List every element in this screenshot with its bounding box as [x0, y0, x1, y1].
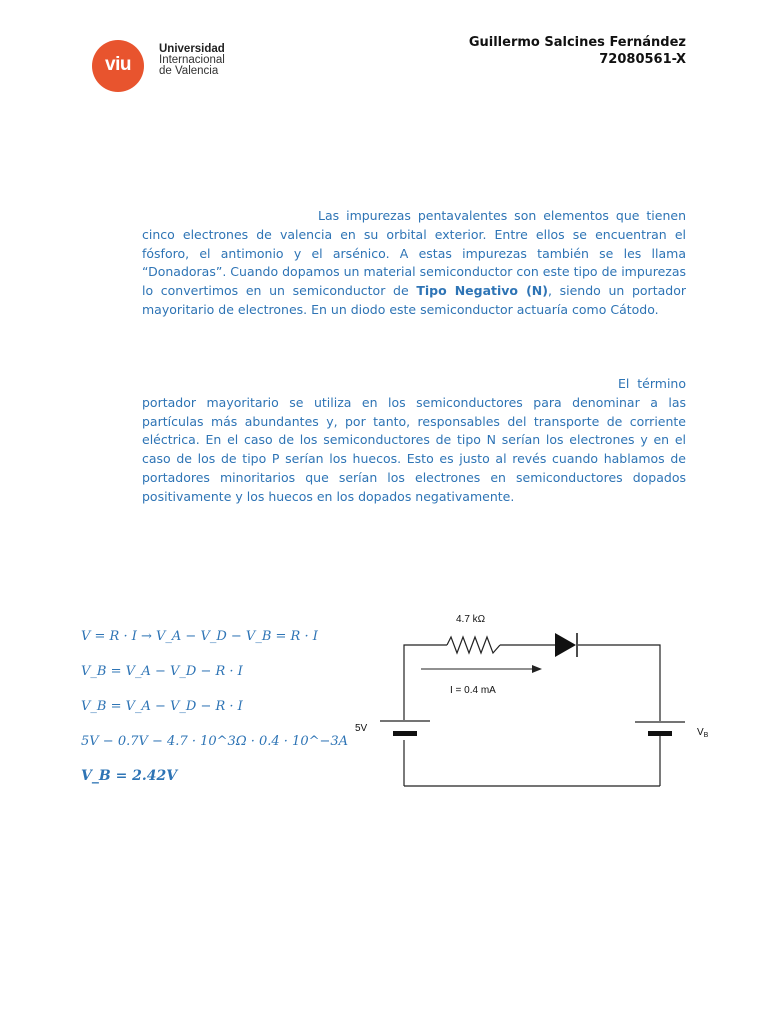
equation-1-text: V = R · I → V_A − V_D − V_B = R · I: [81, 629, 318, 644]
equation-2: [81, 664, 243, 679]
circuit-wire: [404, 645, 447, 720]
equation-2-text: V_B = V_A − V_D − R · I: [81, 664, 243, 679]
equation-4: [81, 734, 348, 749]
resistor-symbol: [447, 637, 500, 653]
circuit-svg: [350, 605, 720, 795]
author-id: 72080561-X: [599, 52, 686, 67]
paragraph-donor-impurities: [142, 207, 686, 320]
equation-3: [81, 699, 243, 714]
logo-line-3: de Valencia: [159, 65, 219, 77]
equation-1: [81, 629, 318, 644]
equation-4-text: 5V − 0.7V − 4.7 · 10^3Ω · 0.4 · 10^−3A: [81, 734, 349, 749]
battery-label-subscript: B: [703, 732, 709, 739]
equation-result: [81, 768, 177, 784]
logo-wordmark: [159, 44, 225, 77]
battery-label: [697, 727, 709, 739]
resistor-label: 4.7 kΩ: [456, 614, 486, 625]
battery-plate-negative: [648, 731, 672, 736]
logo-line-2: Internacional: [159, 54, 225, 66]
circuit-wire: [578, 645, 660, 721]
diode-symbol: [555, 633, 576, 657]
current-label: I = 0.4 mA: [450, 685, 496, 696]
author-block: [469, 34, 686, 68]
viu-logo-mark: viu: [92, 40, 144, 92]
author-name: Guillermo Salcines Fernández: [468, 35, 686, 50]
source-plate-negative: [393, 731, 417, 736]
equation-3-text: V_B = V_A − V_D − R · I: [81, 699, 243, 714]
circuit-diagram: [350, 605, 720, 795]
term-n-type: Tipo Negativo (N): [416, 283, 548, 299]
source-label: 5V: [355, 723, 368, 734]
battery-label-main: V: [697, 727, 704, 738]
paragraph-1-text-end: , siendo un portador mayoritario de electrones. En un diodo este semiconductor actuaría como Cátodo.: [142, 283, 686, 317]
paragraph-1-text-start: Las impurezas pentavalentes son elementos que tienen cinco electrones de valencia en su orbital exterior. Entre ellos se encuentran el fósforo, el antimonio y el arsénico. A estas impurezas también se les llama “Donadoras”. Cuando dopamos un material semiconductor con este tipo de impurezas lo convertimos en un semiconductor de: [142, 208, 686, 299]
current-arrow-head: [532, 665, 542, 673]
equation-result-text: V_B = 2.42V: [81, 768, 178, 784]
logo-line-1: Universidad: [159, 43, 225, 55]
university-logo: [92, 40, 242, 92]
paragraph-majority-carrier: El término portador mayoritario se utiliza en los semiconductores para denominar a las partículas más abundantes y, por tanto, responsables del transporte de corriente eléctrica. En el caso de los semiconductores de tipo N serían los electrones y en el caso de los de tipo P serían los huecos. Esto es justo al revés cuando hablamos de portadores minoritarios que serían los electrones en semiconductores dopados positivamente y los huecos en los dopados negativamente.: [142, 376, 686, 504]
